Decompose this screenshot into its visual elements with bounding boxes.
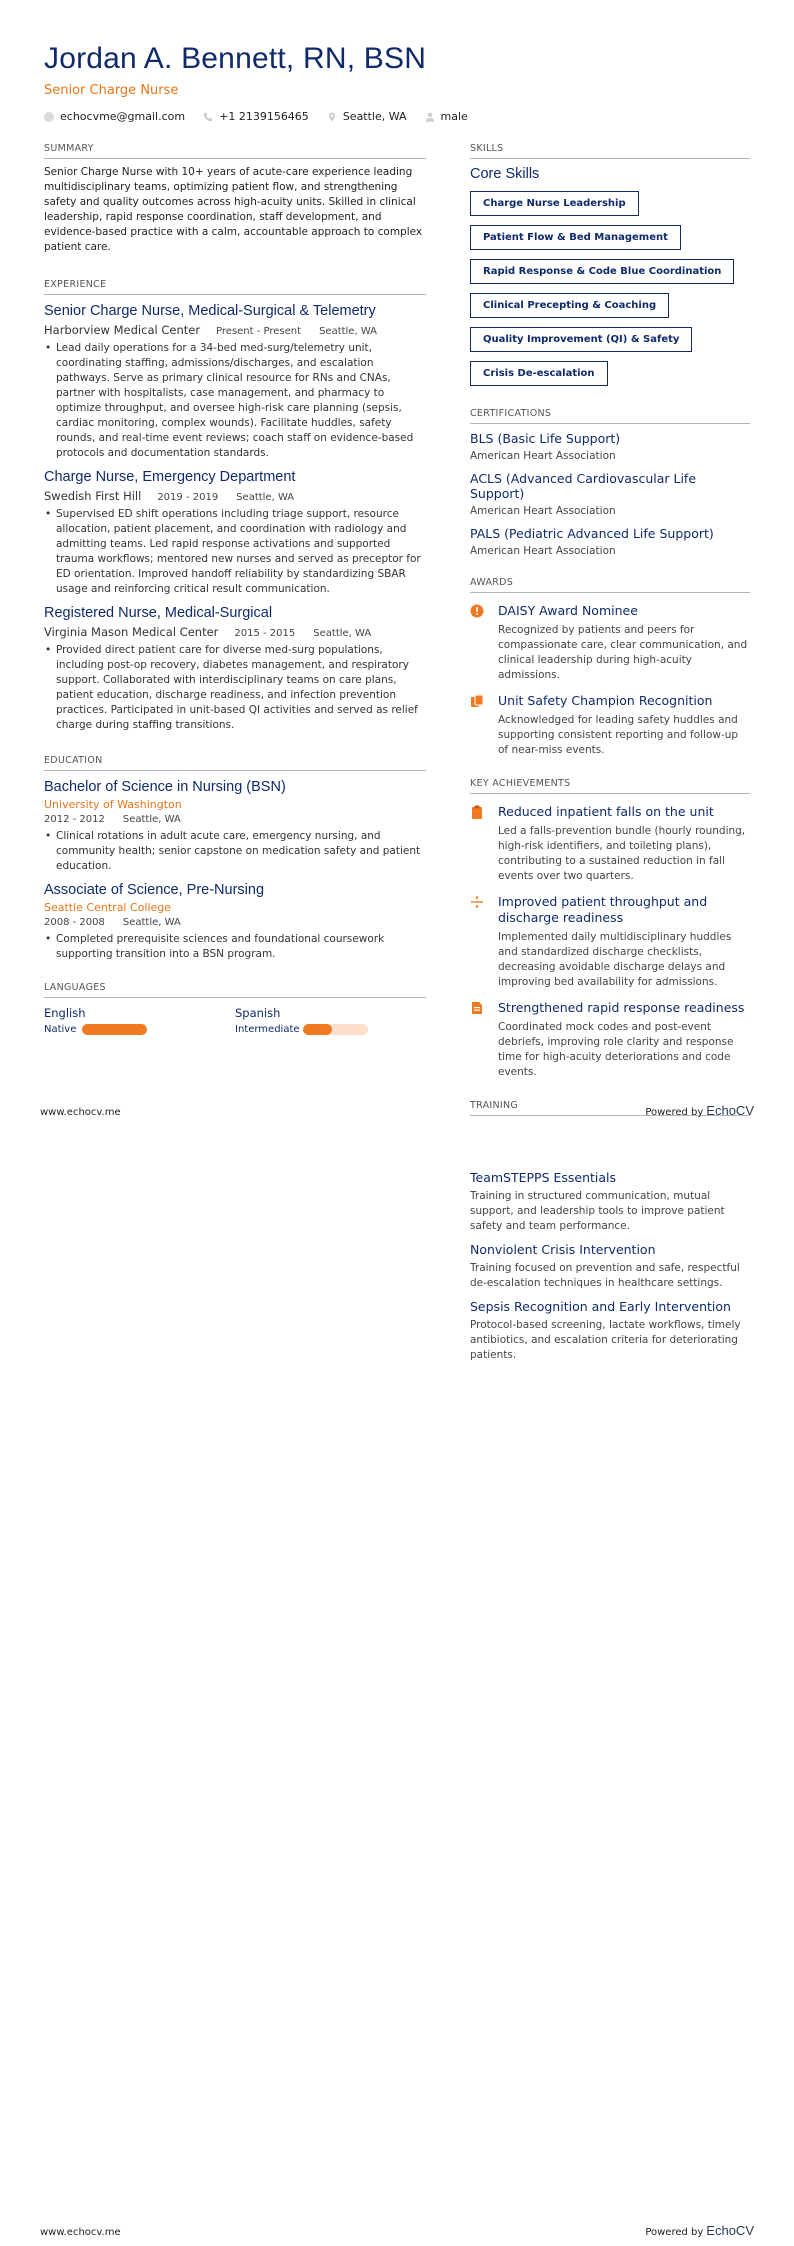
language-proficiency-bar bbox=[82, 1024, 147, 1035]
certification-issuer: American Heart Association bbox=[470, 505, 616, 517]
education-meta bbox=[44, 917, 426, 928]
training-item bbox=[470, 1299, 750, 1363]
copy-icon bbox=[470, 694, 484, 708]
education-location: Seattle, WA bbox=[122, 814, 181, 825]
summary-section bbox=[44, 143, 426, 255]
language-name: English bbox=[44, 1006, 86, 1020]
education-degree: Associate of Science, Pre-Nursing bbox=[44, 882, 265, 898]
certification-item bbox=[470, 526, 750, 557]
left-column bbox=[44, 143, 426, 1035]
achievement-title: Strengthened rapid response readiness bbox=[498, 1000, 745, 1015]
page-footer bbox=[40, 1103, 754, 1118]
job-bullets bbox=[44, 341, 426, 461]
language-proficiency-bar bbox=[303, 1024, 368, 1035]
job-entry bbox=[44, 303, 426, 461]
training-heading: TRAINING bbox=[470, 1100, 750, 1116]
job-meta bbox=[44, 489, 426, 503]
education-degree: Bachelor of Science in Nursing (BSN) bbox=[44, 779, 286, 795]
training-description: Protocol-based screening, lactate workflows, timely antibiotics, and escalation criteria for deteriorating patients. bbox=[470, 1319, 741, 1361]
gender-text: male bbox=[440, 110, 468, 123]
education-bullets bbox=[44, 829, 426, 874]
certification-item bbox=[470, 431, 750, 462]
job-location: Seattle, WA bbox=[313, 628, 372, 639]
job-title: Senior Charge Nurse, Medical-Surgical & Telemetry bbox=[44, 303, 376, 319]
languages-list bbox=[44, 1006, 426, 1035]
award-title: Unit Safety Champion Recognition bbox=[498, 693, 713, 708]
job-dates: 2015 - 2015 bbox=[234, 628, 296, 639]
awards-section bbox=[470, 577, 750, 758]
achievements-heading: KEY ACHIEVEMENTS bbox=[470, 778, 750, 794]
education-location: Seattle, WA bbox=[122, 917, 181, 928]
job-dates: 2019 - 2019 bbox=[157, 492, 219, 503]
experience-heading: EXPERIENCE bbox=[44, 279, 426, 295]
education-entry bbox=[44, 882, 426, 962]
achievement-description: Led a falls-prevention bundle (hourly rounding, high-risk identifiers, and toileting plans), contributing to a sustained reduction in fall events over two quarters. bbox=[498, 825, 746, 882]
achievement-description: Coordinated mock codes and post-event debriefs, improving role clarity and response time for high-acuity deteriorations and code events. bbox=[498, 1021, 734, 1078]
location-pin-icon bbox=[327, 112, 337, 122]
achievements-section bbox=[470, 778, 750, 1080]
certification-name: ACLS (Advanced Cardiovascular Life Support) bbox=[470, 471, 697, 501]
certification-issuer: American Heart Association bbox=[470, 545, 616, 557]
award-description: Recognized by patients and peers for compassionate care, clear communication, and clinical leadership during high-acuity admissions. bbox=[498, 624, 748, 681]
person-icon bbox=[425, 112, 435, 122]
language-level: Native bbox=[44, 1024, 77, 1035]
certification-name: BLS (Basic Life Support) bbox=[470, 431, 621, 446]
job-employer: Harborview Medical Center bbox=[44, 323, 201, 337]
location-text: Seattle, WA bbox=[342, 110, 407, 123]
certification-issuer: American Heart Association bbox=[470, 450, 616, 462]
skills-section bbox=[470, 143, 750, 386]
job-meta bbox=[44, 625, 426, 639]
job-location: Seattle, WA bbox=[319, 326, 378, 337]
job-title: Registered Nurse, Medical-Surgical bbox=[44, 605, 273, 621]
education-bullet: • Completed prerequisite sciences and foundational coursework supporting transition into a BSN program. bbox=[56, 932, 426, 962]
training-title: TeamSTEPPS Essentials bbox=[470, 1170, 617, 1185]
award-description: Acknowledged for leading safety huddles and supporting consistent reporting and follow-up of near-miss events. bbox=[498, 714, 739, 756]
award-item bbox=[470, 603, 750, 683]
email-text: echocvme@gmail.com bbox=[60, 110, 186, 123]
job-entry bbox=[44, 469, 426, 597]
contact-phone[interactable] bbox=[203, 110, 309, 123]
certifications-heading: CERTIFICATIONS bbox=[470, 408, 750, 424]
divide-icon bbox=[470, 895, 484, 909]
footer-site-link[interactable]: www.echocv.me bbox=[40, 1107, 121, 1118]
contact-bar bbox=[44, 110, 486, 123]
contact-location bbox=[327, 110, 407, 123]
job-bullet: • Supervised ED shift operations including triage support, resource allocation, patient placement, and coordination with radiology and admitting teams. Led rapid response activations and supported trauma workflows; mentored new nurses and served as preceptor for ED orientation. Improved handoff reliability by standardizing SBAR usage and reinforcing critical result communication. bbox=[56, 507, 426, 597]
candidate-role: Senior Charge Nurse bbox=[44, 83, 179, 98]
language-name: Spanish bbox=[235, 1006, 281, 1020]
language-level: Intermediate bbox=[235, 1024, 300, 1035]
certification-item bbox=[470, 471, 750, 517]
footer-powered-text: Powered by bbox=[645, 1107, 704, 1118]
footer-powered bbox=[645, 2223, 754, 2238]
achievement-item bbox=[470, 894, 750, 990]
achievement-item bbox=[470, 1000, 750, 1080]
job-bullets bbox=[44, 643, 426, 733]
footer-site-link[interactable]: www.echocv.me bbox=[40, 2227, 121, 2238]
skill-tag: Charge Nurse Leadership bbox=[470, 191, 639, 216]
education-school: University of Washington bbox=[44, 798, 182, 811]
training-title: Sepsis Recognition and Early Intervention bbox=[470, 1299, 731, 1314]
education-meta bbox=[44, 814, 426, 825]
language-item bbox=[235, 1006, 426, 1035]
job-location: Seattle, WA bbox=[236, 492, 295, 503]
footer-powered-text: Powered by bbox=[645, 2227, 704, 2238]
job-bullet: • Lead daily operations for a 34-bed med-surg/telemetry unit, coordinating staffing, admissions/discharges, and escalation pathways. Serve as primary clinical resource for RNs and CNAs, partner with hospitalists, case management, and pharmacy to optimize throughput, and oversee high-risk care planning (sepsis, cardiac monitoring, complex wounds). Facilitate huddles, safety rounds, and real-time event reviews; coach staff on evidence-based protocols and documentation standards. bbox=[56, 341, 426, 461]
awards-heading: AWARDS bbox=[470, 577, 750, 593]
achievement-description: Implemented daily multidisciplinary huddles and standardized discharge checklists, decreasing avoidable discharge delays and improving bed availability for admissions. bbox=[498, 931, 732, 988]
training-title: Nonviolent Crisis Intervention bbox=[470, 1242, 656, 1257]
award-title: DAISY Award Nominee bbox=[498, 603, 638, 618]
education-bullets bbox=[44, 932, 426, 962]
alert-circle-icon bbox=[470, 604, 484, 618]
right-column bbox=[470, 1163, 750, 1363]
summary-text: Senior Charge Nurse with 10+ years of acute-care experience leading multidisciplinary teams, optimizing patient flow, and strengthening safety and quality outcomes across high-acuity units. Skilled in clinical leadership, rapid response coordination, staff development, and evidence-based practice with a calm, accountable approach to complex patient care. bbox=[44, 166, 423, 253]
certification-name: PALS (Pediatric Advanced Life Support) bbox=[470, 526, 714, 541]
candidate-name: Jordan A. Bennett, RN, BSN bbox=[44, 42, 427, 75]
language-level-row bbox=[44, 1024, 235, 1035]
file-icon bbox=[470, 1001, 484, 1015]
language-proficiency-fill bbox=[303, 1024, 332, 1035]
achievement-title: Reduced inpatient falls on the unit bbox=[498, 804, 714, 819]
page-footer bbox=[40, 2223, 754, 2238]
education-dates: 2008 - 2008 bbox=[44, 917, 105, 928]
job-entry bbox=[44, 605, 426, 733]
achievement-title: Improved patient throughput and discharge readiness bbox=[498, 894, 708, 925]
job-meta bbox=[44, 323, 426, 337]
resume-page-2 bbox=[0, 1123, 794, 2246]
education-school: Seattle Central College bbox=[44, 901, 172, 914]
skill-tag: Clinical Precepting & Coaching bbox=[470, 293, 669, 318]
training-item bbox=[470, 1242, 750, 1291]
language-proficiency-fill bbox=[82, 1024, 147, 1035]
languages-heading: LANGUAGES bbox=[44, 982, 426, 998]
language-level-row bbox=[235, 1024, 426, 1035]
footer-powered bbox=[645, 1103, 754, 1118]
job-employer: Virginia Mason Medical Center bbox=[44, 625, 219, 639]
certifications-section bbox=[470, 408, 750, 557]
experience-section bbox=[44, 279, 426, 733]
skill-tag: Quality Improvement (QI) & Safety bbox=[470, 327, 692, 352]
footer-brand: EchoCV bbox=[706, 2223, 754, 2238]
summary-heading: SUMMARY bbox=[44, 143, 426, 159]
footer-brand: EchoCV bbox=[706, 1103, 754, 1118]
training-section bbox=[470, 1170, 750, 1363]
contact-email[interactable] bbox=[44, 110, 185, 123]
job-dates: Present - Present bbox=[216, 326, 302, 337]
education-heading: EDUCATION bbox=[44, 755, 426, 771]
job-bullets bbox=[44, 507, 426, 597]
phone-icon bbox=[203, 112, 213, 122]
job-title: Charge Nurse, Emergency Department bbox=[44, 469, 296, 485]
education-entry bbox=[44, 779, 426, 874]
training-description: Training in structured communication, mutual support, and leadership tools to improve patient safety and team performance. bbox=[470, 1190, 725, 1232]
training-description: Training focused on prevention and safe, respectful de-escalation techniques in healthcare settings. bbox=[470, 1262, 740, 1289]
job-employer: Swedish First Hill bbox=[44, 489, 142, 503]
email-icon bbox=[44, 112, 54, 122]
education-dates: 2012 - 2012 bbox=[44, 814, 105, 825]
skill-tag: Crisis De-escalation bbox=[470, 361, 608, 386]
award-item bbox=[470, 693, 750, 758]
education-bullet: • Clinical rotations in adult acute care, emergency nursing, and community health; senior capstone on medication safety and patient education. bbox=[56, 829, 426, 874]
training-item bbox=[470, 1170, 750, 1234]
skill-tag: Patient Flow & Bed Management bbox=[470, 225, 681, 250]
achievement-item bbox=[470, 804, 750, 884]
job-bullet: • Provided direct patient care for diverse med-surg populations, including post-op recovery, diabetes management, and respiratory support. Collaborated with interdisciplinary teams on care plans, patient education, discharge readiness, and infection prevention practices. Participated in unit-based QI activities and served as relief charge during staffing transitions. bbox=[56, 643, 426, 733]
skills-group-title: Core Skills bbox=[470, 166, 540, 182]
skill-tag: Rapid Response & Code Blue Coordination bbox=[470, 259, 734, 284]
language-item bbox=[44, 1006, 235, 1035]
contact-gender bbox=[425, 110, 468, 123]
education-section bbox=[44, 755, 426, 962]
skills-list bbox=[470, 182, 750, 386]
phone-text: +1 2139156465 bbox=[219, 110, 309, 123]
skills-heading: SKILLS bbox=[470, 143, 750, 159]
right-column bbox=[470, 143, 750, 1116]
languages-section bbox=[44, 982, 426, 1035]
clipboard-icon bbox=[470, 805, 484, 819]
